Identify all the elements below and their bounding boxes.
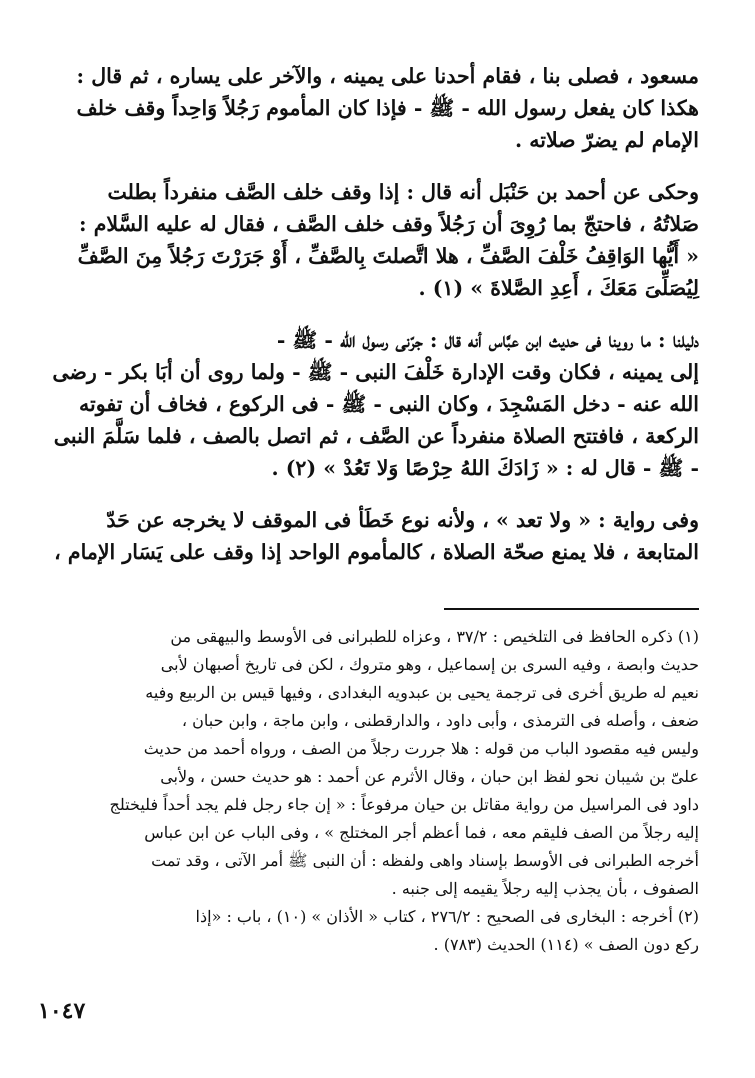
footnote-line: ضعف ، وأصله فى الترمذى ، وأبى داود ، والدارقطنى ، وابن ماجة ، وابن حبان ، bbox=[181, 711, 699, 730]
text-line: لِيُصَلِّىَ مَعَكَ ، أَعِدِ الصَّلاةَ » (١) . bbox=[418, 276, 699, 300]
paragraph-2 bbox=[38, 176, 699, 304]
footnote-line: داود فى المراسيل من رواية مقاتل بن حيان مرفوعاً : « إن جاء رجل فلم يجد أحداً فليختلج bbox=[109, 795, 699, 814]
text-line: وحكى عن أحمد بن حَنْبَل أنه قال : إذا وقف خلف الصَّف منفرداً بطلت bbox=[107, 180, 699, 204]
footnotes bbox=[38, 623, 699, 959]
footnote-line: وليس فيه مقصود الباب من قوله : هلا جررت رجلاً من الصف ، ورواه أحمد من حديث bbox=[143, 739, 699, 758]
paragraph-4 bbox=[38, 504, 699, 568]
footnote-line: إليه رجلاً من الصف فليقم معه ، فما أعظم أجر المختلج » ، وفى الباب عن ابن عباس bbox=[144, 823, 699, 842]
text-line: دليلنا : ما روينا فى حديث ابن عبَّاس أنه قال : جرّنى رسول الله - ﷺ - bbox=[276, 328, 699, 352]
text-line: المتابعة ، فلا يمنع صحّة الصلاة ، كالمأموم الواحد إذا وقف على يَسَار الإمام ، bbox=[54, 540, 699, 564]
footnote-line: نعيم له طريق أخرى فى ترجمة يحيى بن عبدويه البغدادى ، وفيها قيس بن الربيع وفيه bbox=[145, 683, 699, 702]
footnote-line: الصفوف ، بأن يجذب إليه رجلاً يقيمه إلى جنبه . bbox=[391, 879, 699, 898]
page-number: ١٠٤٧ bbox=[38, 998, 86, 1024]
text-line: مسعود ، فصلى بنا ، فقام أحدنا على يمينه ، والآخر على يساره ، ثم قال : bbox=[76, 64, 699, 88]
footnote-line: علىّ بن شيبان نحو لفظ ابن حبان ، وقال الأثرم عن أحمد : هو حديث حسن ، ولأبى bbox=[160, 767, 699, 786]
footnote-2 bbox=[38, 903, 699, 959]
footnote-line: حديث وابصة ، وفيه السرى بن إسماعيل ، وهو متروك ، لكن فى تاريخ أصبهان لأبى bbox=[160, 655, 699, 674]
main-text bbox=[38, 60, 699, 568]
text-line: وفى رواية : « ولا تعد » ، ولأنه نوع خَطَأ فى الموقف لا يخرجه عن حَدّ bbox=[106, 508, 699, 532]
text-line: الركعة ، فافتتح الصلاة منفرداً عن الصَّف ، ثم اتصل بالصف ، فلما سَلَّمَ النبى bbox=[53, 424, 699, 448]
text-line: صَلاتُهُ ، فاحتجّ بما رُوِىَ أن رَجُلاً وقف خلف الصَّف ، فقال له عليه السَّلام : bbox=[79, 212, 699, 236]
footnote-divider bbox=[444, 608, 699, 610]
text-line: « أَيُّها الوَاقِفُ خَلْفَ الصَّفِّ ، هلا اتَّصلتَ بِالصَّفِّ ، أَوْ جَرَرْتَ رَجُلاً مِنَ الصَّفِّ bbox=[77, 244, 699, 268]
text-line: إلى يمينه ، فكان وقت الإدارة خَلْفَ النبى - ﷺ - ولما روى أن أبَا بكر - رضى bbox=[52, 360, 699, 384]
paragraph-1 bbox=[38, 60, 699, 156]
text-line: - ﷺ - قال له : « زَادَكَ اللهُ حِرْصًا وَلا تَعُدْ » (٢) . bbox=[271, 456, 699, 480]
footnote-line: (١) ذكره الحافظ فى التلخيص : ٣٧/٢ ، وعزاه للطبرانى فى الأوسط والبيهقى من bbox=[170, 627, 699, 646]
document-page bbox=[38, 60, 699, 1078]
footnote-line: (٢) أخرجه : البخارى فى الصحيح : ٢٧٦/٢ ، كتاب « الأذان » (١٠) ، باب : «إذا bbox=[195, 907, 699, 926]
text-line: الله عنه - دخل المَسْجِدَ ، وكان النبى - ﷺ - فى الركوع ، فخاف أن تفوته bbox=[79, 392, 699, 416]
text-line: الإمام لم يضرّ صلاته . bbox=[514, 128, 699, 152]
footnote-line: ركع دون الصف » (١١٤) الحديث (٧٨٣) . bbox=[433, 935, 699, 954]
footnote-1 bbox=[38, 623, 699, 903]
text-line: هكذا كان يفعل رسول الله - ﷺ - فإذا كان المأموم رَجُلاً وَاحِداً وقف خلف bbox=[76, 96, 699, 120]
footnote-line: أخرجه الطبرانى فى الأوسط بإسناد واهى ولفظه : أن النبى ﷺ أمر الآتى ، وقد تمت bbox=[151, 851, 699, 870]
paragraph-3 bbox=[38, 324, 699, 484]
